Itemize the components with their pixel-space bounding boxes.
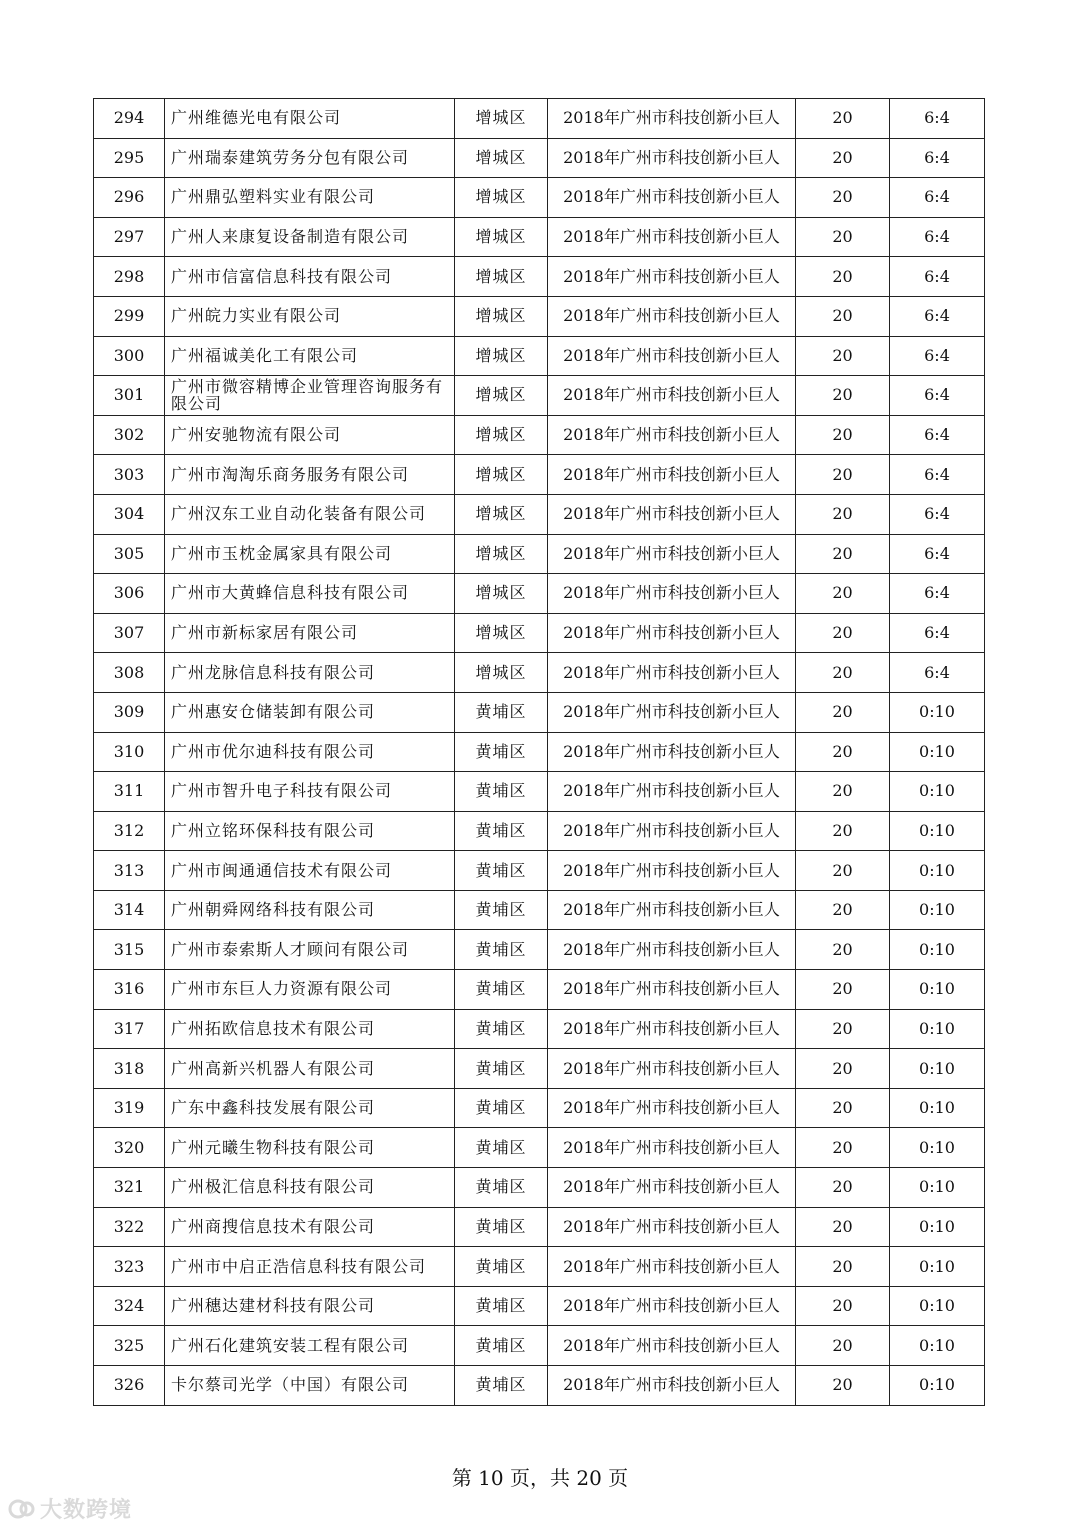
district: 黄埔区 [455,1207,548,1247]
table-body [94,99,985,1406]
funding-amount: 20 [796,1326,890,1366]
district: 黄埔区 [455,692,548,732]
company-name: 广州人来康复设备制造有限公司 [165,217,455,257]
table-row [94,1128,985,1168]
row-number: 321 [94,1168,165,1208]
funding-amount: 20 [796,1128,890,1168]
row-number: 315 [94,930,165,970]
table-row [94,217,985,257]
company-name: 广州维德光电有限公司 [165,99,455,139]
row-number: 317 [94,1009,165,1049]
row-number: 324 [94,1286,165,1326]
table-row [94,1168,985,1208]
program-name: 2018年广州市科技创新小巨人 [548,851,796,891]
table-row [94,811,985,851]
district: 黄埔区 [455,1366,548,1406]
company-name: 广州瑞泰建筑劳务分包有限公司 [165,138,455,178]
row-number: 319 [94,1088,165,1128]
company-name: 卡尔蔡司光学（中国）有限公司 [165,1366,455,1406]
watermark [8,1493,132,1524]
row-number: 326 [94,1366,165,1406]
program-name: 2018年广州市科技创新小巨人 [548,296,796,336]
table-row [94,296,985,336]
district: 增城区 [455,138,548,178]
funding-amount: 20 [796,1286,890,1326]
funding-amount: 20 [796,970,890,1010]
funding-amount: 20 [796,930,890,970]
funding-ratio: 6:4 [890,99,985,139]
company-name: 广州市玉枕金属家具有限公司 [165,534,455,574]
company-name: 广州市信富信息科技有限公司 [165,257,455,297]
table-row [94,1207,985,1247]
funding-ratio: 0:10 [890,930,985,970]
table-row [94,1247,985,1287]
district: 增城区 [455,217,548,257]
funding-amount: 20 [796,455,890,495]
funding-amount: 20 [796,653,890,693]
row-number: 299 [94,296,165,336]
table-row [94,1366,985,1406]
watermark-logo-icon [8,1498,36,1520]
company-name: 广州市大黄蜂信息科技有限公司 [165,574,455,614]
program-name: 2018年广州市科技创新小巨人 [548,1247,796,1287]
table-row [94,257,985,297]
district: 黄埔区 [455,1286,548,1326]
district: 增城区 [455,613,548,653]
program-name: 2018年广州市科技创新小巨人 [548,930,796,970]
row-number: 318 [94,1049,165,1089]
company-name: 广州穗达建材科技有限公司 [165,1286,455,1326]
company-name: 广州市新标家居有限公司 [165,613,455,653]
company-name: 广州元曦生物科技有限公司 [165,1128,455,1168]
district: 黄埔区 [455,890,548,930]
funding-ratio: 6:4 [890,574,985,614]
funding-ratio: 0:10 [890,1207,985,1247]
company-name: 广州立铭环保科技有限公司 [165,811,455,851]
program-name: 2018年广州市科技创新小巨人 [548,1286,796,1326]
funding-amount: 20 [796,574,890,614]
row-number: 301 [94,376,165,416]
program-name: 2018年广州市科技创新小巨人 [548,138,796,178]
district: 黄埔区 [455,1088,548,1128]
company-name: 广州极汇信息科技有限公司 [165,1168,455,1208]
program-name: 2018年广州市科技创新小巨人 [548,890,796,930]
row-number: 305 [94,534,165,574]
company-name: 广州石化建筑安装工程有限公司 [165,1326,455,1366]
funding-amount: 20 [796,692,890,732]
funding-amount: 20 [796,890,890,930]
program-name: 2018年广州市科技创新小巨人 [548,534,796,574]
funding-amount: 20 [796,851,890,891]
funding-ratio: 6:4 [890,494,985,534]
program-name: 2018年广州市科技创新小巨人 [548,1207,796,1247]
funding-amount: 20 [796,1009,890,1049]
funding-ratio: 6:4 [890,613,985,653]
program-name: 2018年广州市科技创新小巨人 [548,970,796,1010]
company-name: 广州拓欧信息技术有限公司 [165,1009,455,1049]
funding-ratio: 6:4 [890,653,985,693]
funding-amount: 20 [796,1088,890,1128]
funding-amount: 20 [796,494,890,534]
company-name: 广州安驰物流有限公司 [165,415,455,455]
table-row [94,692,985,732]
district: 增城区 [455,257,548,297]
program-name: 2018年广州市科技创新小巨人 [548,217,796,257]
row-number: 295 [94,138,165,178]
funding-amount: 20 [796,732,890,772]
district: 黄埔区 [455,1128,548,1168]
district: 增城区 [455,415,548,455]
funding-ratio: 0:10 [890,1128,985,1168]
district: 黄埔区 [455,930,548,970]
funding-amount: 20 [796,1168,890,1208]
funding-amount: 20 [796,178,890,218]
program-name: 2018年广州市科技创新小巨人 [548,1049,796,1089]
company-name: 广州市优尔迪科技有限公司 [165,732,455,772]
company-name: 广州市中启正浩信息科技有限公司 [165,1247,455,1287]
table-row [94,494,985,534]
table-row [94,1286,985,1326]
row-number: 309 [94,692,165,732]
district: 黄埔区 [455,811,548,851]
funding-amount: 20 [796,811,890,851]
program-name: 2018年广州市科技创新小巨人 [548,494,796,534]
program-name: 2018年广州市科技创新小巨人 [548,257,796,297]
company-name: 广州商搜信息技术有限公司 [165,1207,455,1247]
program-name: 2018年广州市科技创新小巨人 [548,1088,796,1128]
district: 黄埔区 [455,1049,548,1089]
row-number: 296 [94,178,165,218]
table-row [94,99,985,139]
company-name: 广州鼎弘塑料实业有限公司 [165,178,455,218]
company-name: 广州龙脉信息科技有限公司 [165,653,455,693]
funding-ratio: 6:4 [890,376,985,416]
row-number: 325 [94,1326,165,1366]
program-name: 2018年广州市科技创新小巨人 [548,772,796,812]
company-name: 广州福诚美化工有限公司 [165,336,455,376]
district: 黄埔区 [455,732,548,772]
district: 增城区 [455,178,548,218]
funding-ratio: 0:10 [890,851,985,891]
funding-ratio: 0:10 [890,1326,985,1366]
district: 增城区 [455,336,548,376]
funding-ratio: 0:10 [890,890,985,930]
district: 增城区 [455,99,548,139]
district: 黄埔区 [455,1168,548,1208]
district: 黄埔区 [455,1326,548,1366]
row-number: 314 [94,890,165,930]
program-name: 2018年广州市科技创新小巨人 [548,455,796,495]
company-name: 广东中鑫科技发展有限公司 [165,1088,455,1128]
company-name: 广州高新兴机器人有限公司 [165,1049,455,1089]
funding-ratio: 6:4 [890,415,985,455]
district: 黄埔区 [455,772,548,812]
table-row [94,970,985,1010]
page-number: 第 10 页，共 20 页 [451,1466,629,1490]
table-row [94,455,985,495]
table-row [94,415,985,455]
program-name: 2018年广州市科技创新小巨人 [548,415,796,455]
funding-amount: 20 [796,1049,890,1089]
funding-amount: 20 [796,99,890,139]
company-name: 广州市闽通通信技术有限公司 [165,851,455,891]
funding-amount: 20 [796,534,890,574]
table-row [94,930,985,970]
table-row [94,1088,985,1128]
funding-amount: 20 [796,613,890,653]
company-name: 广州市东巨人力资源有限公司 [165,970,455,1010]
district: 增城区 [455,455,548,495]
funding-ratio: 6:4 [890,138,985,178]
row-number: 298 [94,257,165,297]
program-name: 2018年广州市科技创新小巨人 [548,574,796,614]
company-name: 广州惠安仓储装卸有限公司 [165,692,455,732]
funding-ratio: 6:4 [890,455,985,495]
row-number: 316 [94,970,165,1010]
funding-ratio: 6:4 [890,257,985,297]
district: 黄埔区 [455,1247,548,1287]
program-name: 2018年广州市科技创新小巨人 [548,1366,796,1406]
company-name: 广州市智升电子科技有限公司 [165,772,455,812]
row-number: 307 [94,613,165,653]
funding-ratio: 6:4 [890,534,985,574]
row-number: 308 [94,653,165,693]
program-name: 2018年广州市科技创新小巨人 [548,811,796,851]
funding-ratio: 0:10 [890,970,985,1010]
program-name: 2018年广州市科技创新小巨人 [548,376,796,416]
company-name [165,376,455,416]
funding-amount: 20 [796,1366,890,1406]
company-name-text: 广州市微容精博企业管理咨询服务有限公司 [171,377,444,414]
row-number: 297 [94,217,165,257]
table-row [94,851,985,891]
program-name: 2018年广州市科技创新小巨人 [548,692,796,732]
funding-ratio: 0:10 [890,1366,985,1406]
funding-ratio: 6:4 [890,178,985,218]
table-row [94,178,985,218]
funding-ratio: 0:10 [890,1286,985,1326]
row-number: 294 [94,99,165,139]
funding-amount: 20 [796,1247,890,1287]
program-name: 2018年广州市科技创新小巨人 [548,1326,796,1366]
company-name: 广州汉东工业自动化装备有限公司 [165,494,455,534]
row-number: 302 [94,415,165,455]
row-number: 312 [94,811,165,851]
program-name: 2018年广州市科技创新小巨人 [548,336,796,376]
district: 增城区 [455,574,548,614]
funding-amount: 20 [796,772,890,812]
funding-amount: 20 [796,376,890,416]
table-row [94,1049,985,1089]
row-number: 303 [94,455,165,495]
row-number: 310 [94,732,165,772]
funding-ratio: 6:4 [890,217,985,257]
program-name: 2018年广州市科技创新小巨人 [548,732,796,772]
district: 黄埔区 [455,851,548,891]
program-name: 2018年广州市科技创新小巨人 [548,1009,796,1049]
funding-ratio: 0:10 [890,1168,985,1208]
funding-amount: 20 [796,217,890,257]
district: 增城区 [455,494,548,534]
table-row [94,613,985,653]
row-number: 311 [94,772,165,812]
row-number: 322 [94,1207,165,1247]
district: 增城区 [455,376,548,416]
funding-ratio: 0:10 [890,811,985,851]
program-name: 2018年广州市科技创新小巨人 [548,1128,796,1168]
table-row [94,1326,985,1366]
district: 黄埔区 [455,970,548,1010]
funding-amount: 20 [796,415,890,455]
program-name: 2018年广州市科技创新小巨人 [548,99,796,139]
watermark-text: 大数跨境 [40,1498,133,1523]
funding-ratio: 0:10 [890,692,985,732]
funding-ratio: 6:4 [890,336,985,376]
table-row [94,138,985,178]
funding-amount: 20 [796,257,890,297]
program-name: 2018年广州市科技创新小巨人 [548,1168,796,1208]
table-row [94,376,985,416]
row-number: 323 [94,1247,165,1287]
district: 黄埔区 [455,1009,548,1049]
funding-ratio: 0:10 [890,1049,985,1089]
funding-ratio: 0:10 [890,1088,985,1128]
row-number: 313 [94,851,165,891]
company-name: 广州市泰索斯人才顾问有限公司 [165,930,455,970]
row-number: 304 [94,494,165,534]
funding-amount: 20 [796,336,890,376]
table-row [94,890,985,930]
funding-ratio: 0:10 [890,1009,985,1049]
funding-amount: 20 [796,138,890,178]
district: 增城区 [455,296,548,336]
table-row [94,1009,985,1049]
company-name: 广州市淘淘乐商务服务有限公司 [165,455,455,495]
district: 增城区 [455,653,548,693]
program-name: 2018年广州市科技创新小巨人 [548,613,796,653]
table-row [94,732,985,772]
funding-ratio: 0:10 [890,1247,985,1287]
row-number: 306 [94,574,165,614]
table-row [94,534,985,574]
funding-ratio: 0:10 [890,732,985,772]
company-name: 广州皖力实业有限公司 [165,296,455,336]
table-row [94,653,985,693]
table-row [94,574,985,614]
company-table [93,98,985,1406]
table-row [94,336,985,376]
row-number: 300 [94,336,165,376]
row-number: 320 [94,1128,165,1168]
funding-amount: 20 [796,1207,890,1247]
program-name: 2018年广州市科技创新小巨人 [548,653,796,693]
funding-ratio: 0:10 [890,772,985,812]
table-row [94,772,985,812]
company-name: 广州朝舜网络科技有限公司 [165,890,455,930]
funding-ratio: 6:4 [890,296,985,336]
funding-amount: 20 [796,296,890,336]
district: 增城区 [455,534,548,574]
program-name: 2018年广州市科技创新小巨人 [548,178,796,218]
